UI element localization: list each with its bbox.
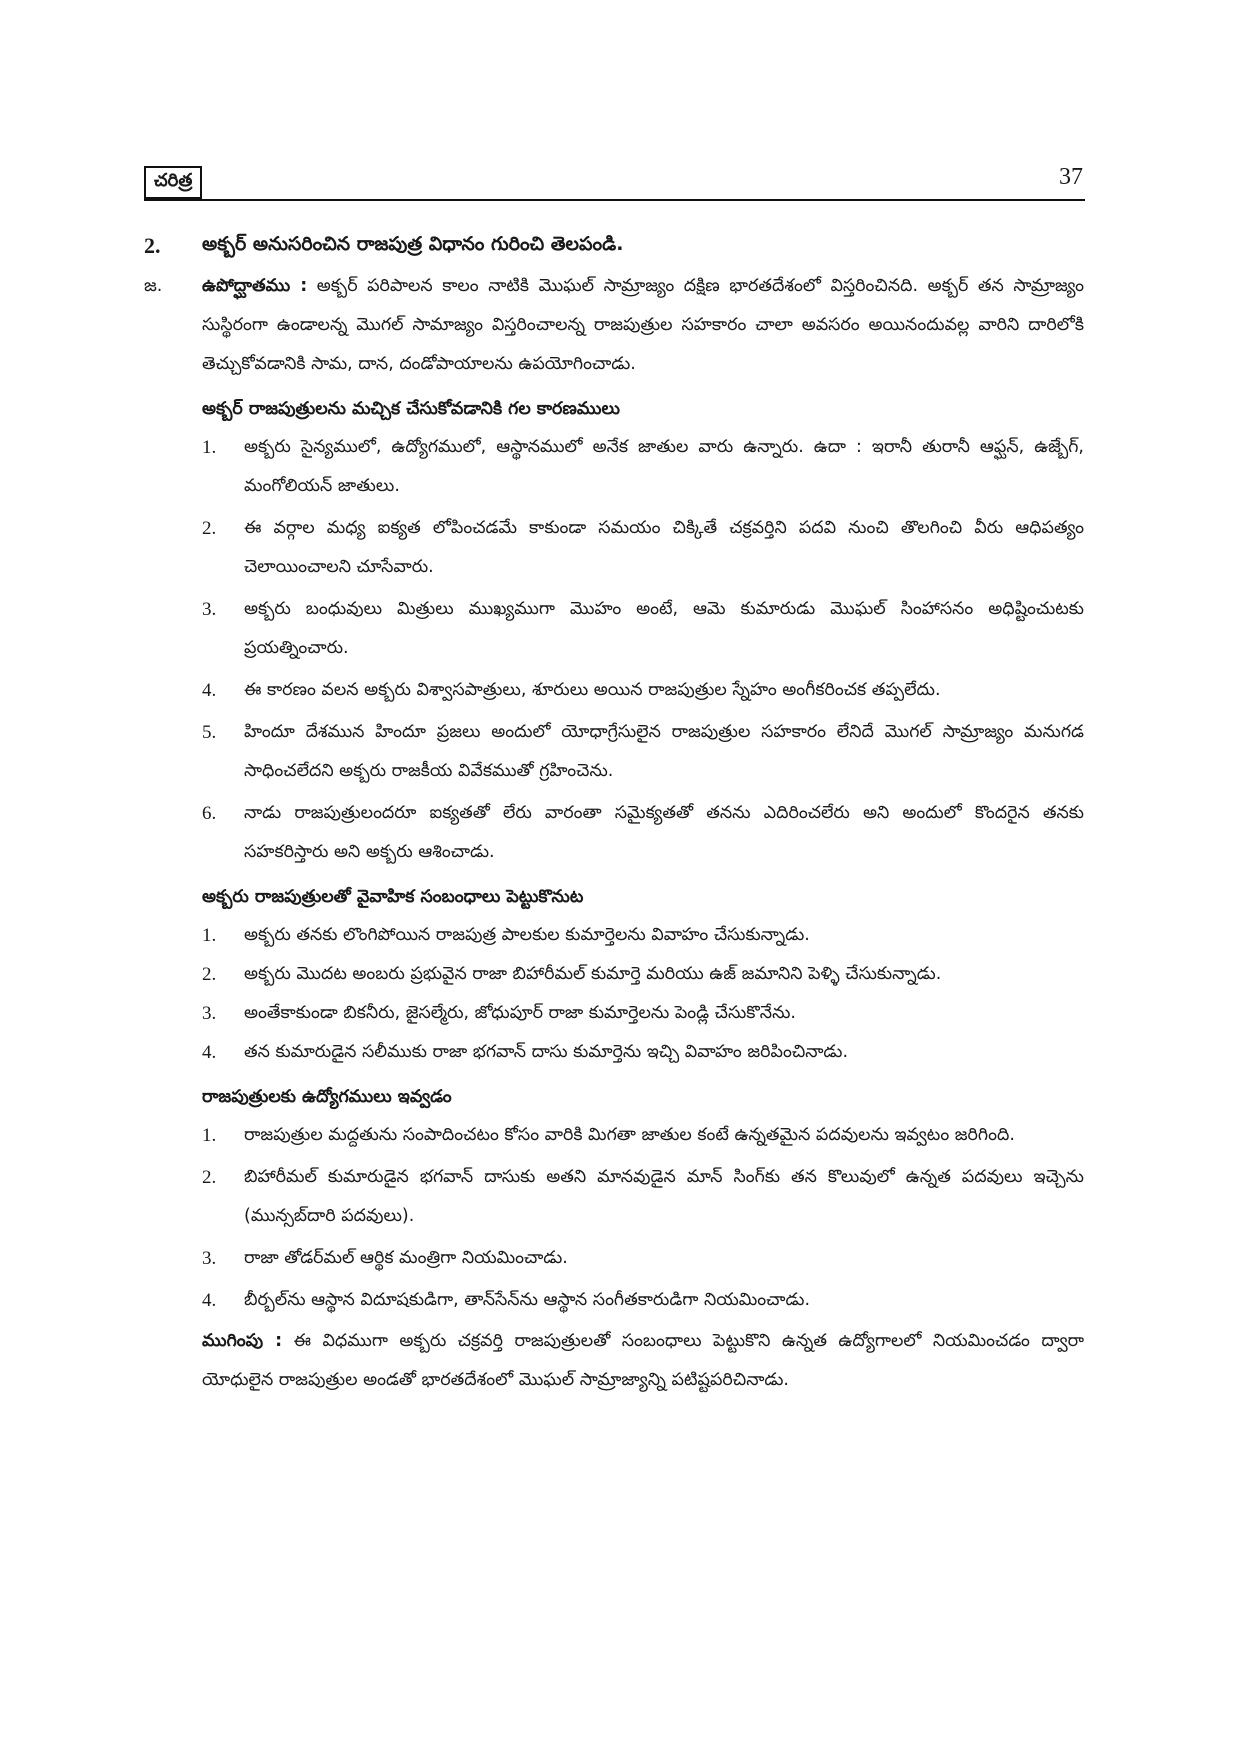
question: [144, 225, 1084, 267]
list-item: 1. అక్బరు సైన్యములో, ఉద్యోగములో, ఆస్థానములో అనేక జాతుల వారు ఉన్నారు. ఉదా : ఇరానీ తురానీ ఆఫ్ఘన్, ఉజ్బేగ్, మంగోలియన్ జాతులు.: [202, 437, 1084, 496]
page-number: 37: [1059, 164, 1083, 190]
conclusion: [202, 1322, 1084, 1400]
question-number: 2.: [144, 233, 161, 258]
list-item: 4. బీర్బల్‌ను ఆస్థాన విదూషకుడిగా, తాన్‌సేన్‌ను ఆస్థాన సంగీతకారుడిగా నియమించాడు.: [202, 1290, 811, 1311]
section-label: చరిత్ర: [144, 166, 202, 199]
conclusion-heading: ముగింపు :: [202, 1331, 283, 1351]
list-item: 1. అక్బరు తనకు లొంగిపోయిన రాజపుత్ర పాలకుల కుమార్తెలను వివాహం చేసుకున్నాడు.: [202, 925, 810, 946]
section-heading: రాజపుత్రులకు ఉద్యోగములు ఇవ్వడం: [202, 1087, 452, 1107]
list-item: 3. అంతేకాకుండా బికనీరు, జైసల్మేరు, జోధుపూర్ రాజా కుమార్తెలను పెండ్లి చేసుకొనేను.: [202, 1003, 796, 1024]
header-rule: [144, 199, 1085, 201]
list-item: 4. తన కుమారుడైన సలీముకు రాజా భగవాన్ దాసు కుమార్తెను ఇచ్చి వివాహం జరిపించినాడు.: [202, 1042, 849, 1063]
page-content: [144, 225, 1084, 1400]
list-item: 2. అక్బరు మొదట అంబరు ప్రభువైన రాజా బిహారీమల్ కుమార్తె మరియు ఉజ్ జమానిని పెళ్ళి చేసుకున్నాడు.: [202, 964, 942, 985]
list-item: 4. ఈ కారణం వలన అక్బరు విశ్వాసపాత్రులు, శూరులు అయిన రాజపుత్రుల స్నేహం అంగీకరించక తప్పలేదు.: [202, 680, 941, 701]
list-item: 3. అక్బరు బంధువులు మిత్రులు ముఖ్యముగా మొహం అంటే, ఆమె కుమారుడు మొఘల్ సింహాసనం అధిష్టించుటకు ప్రయత్నించారు.: [202, 599, 1084, 658]
answer-label: జ.: [144, 276, 163, 296]
intro-heading: ఉపోద్ఘాతము :: [202, 276, 308, 296]
list-item: 1. రాజపుత్రుల మద్దతును సంపాదించటం కోసం వారికి మిగతా జాతుల కంటే ఉన్నతమైన పదవులను ఇవ్వటం జరిగింది.: [202, 1125, 1015, 1146]
list-item: 2. ఈ వర్గాల మధ్య ఐక్యత లోపించడమే కాకుండా సమయం చిక్కితే చక్రవర్తిని పదవి నుంచి తొలగించి వీరు ఆధిపత్యం చెలాయించాలని చూసేవారు.: [202, 518, 1084, 577]
list-item: 6. నాడు రాజపుత్రులందరూ ఐక్యతతో లేరు వారంతా సమైక్యతతో తనను ఎదిరించలేరు అని అందులో కొందరైన తనకు సహకరిస్తారు అని అక్బరు ఆశించాడు.: [202, 803, 1084, 862]
section-heading: అక్బరు రాజపుత్రులతో వైవాహిక సంబంధాలు పెట్టుకొనుట: [202, 887, 584, 907]
list-item: 3. రాజా తోడర్‌మల్ ఆర్థిక మంత్రిగా నియమించాడు.: [202, 1248, 568, 1269]
intro-text: అక్బర్ పరిపాలన కాలం నాటికి మొఘల్ సామ్రాజ్యం దక్షిణ భారతదేశంలో విస్తరించినది. అక్బర్ తన సామ్రాజ్యం సుస్థిరంగా ఉండాలన్న మొగల్ సామాజ్యం విస్తరించాలన్న రాజపుత్రుల సహకారం చాలా అవసరం అయినందువల్ల వారిని దారిలోకి తెచ్చుకోవడానికి సామ, దాన, దండోపాయాలను ఉపయోగించాడు.: [202, 276, 1084, 374]
conclusion-text: ఈ విధముగా అక్బరు చక్రవర్తి రాజపుత్రులతో సంబంధాలు పెట్టుకొని ఉన్నత ఉద్యోగాలలో నియమించడం ద్వారా యోధులైన రాజపుత్రుల అండతో భారతదేశంలో మొఘల్ సామ్రాజ్యాన్ని పటిష్టపరిచినాడు.: [202, 1331, 1084, 1390]
answer-intro: [144, 267, 1084, 384]
question-text: అక్బర్ అనుసరించిన రాజపుత్ర విధానం గురించి తెలపండి.: [202, 232, 624, 255]
list-item: 5. హిందూ దేశమున హిందూ ప్రజలు అందులో యోధాగ్రేసులైన రాజపుత్రుల సహకారం లేనిదే మొగల్ సామ్రాజ్యం మనుగడ సాధించలేదని అక్బరు రాజకీయ వివేకముతో గ్రహించెను.: [202, 722, 1084, 781]
list-item: 2. బిహారీమల్ కుమారుడైన భగవాన్ దాసుకు అతని మానవుడైన మాన్ సింగ్‌కు తన కొలువులో ఉన్నత పదవులు ఇచ్చెను (మున్సబ్‌దారి పదవులు).: [202, 1167, 1084, 1226]
section-heading: అక్బర్ రాజపుత్రులను మచ్చిక చేసుకోవడానికి గల కారణములు: [202, 399, 620, 419]
